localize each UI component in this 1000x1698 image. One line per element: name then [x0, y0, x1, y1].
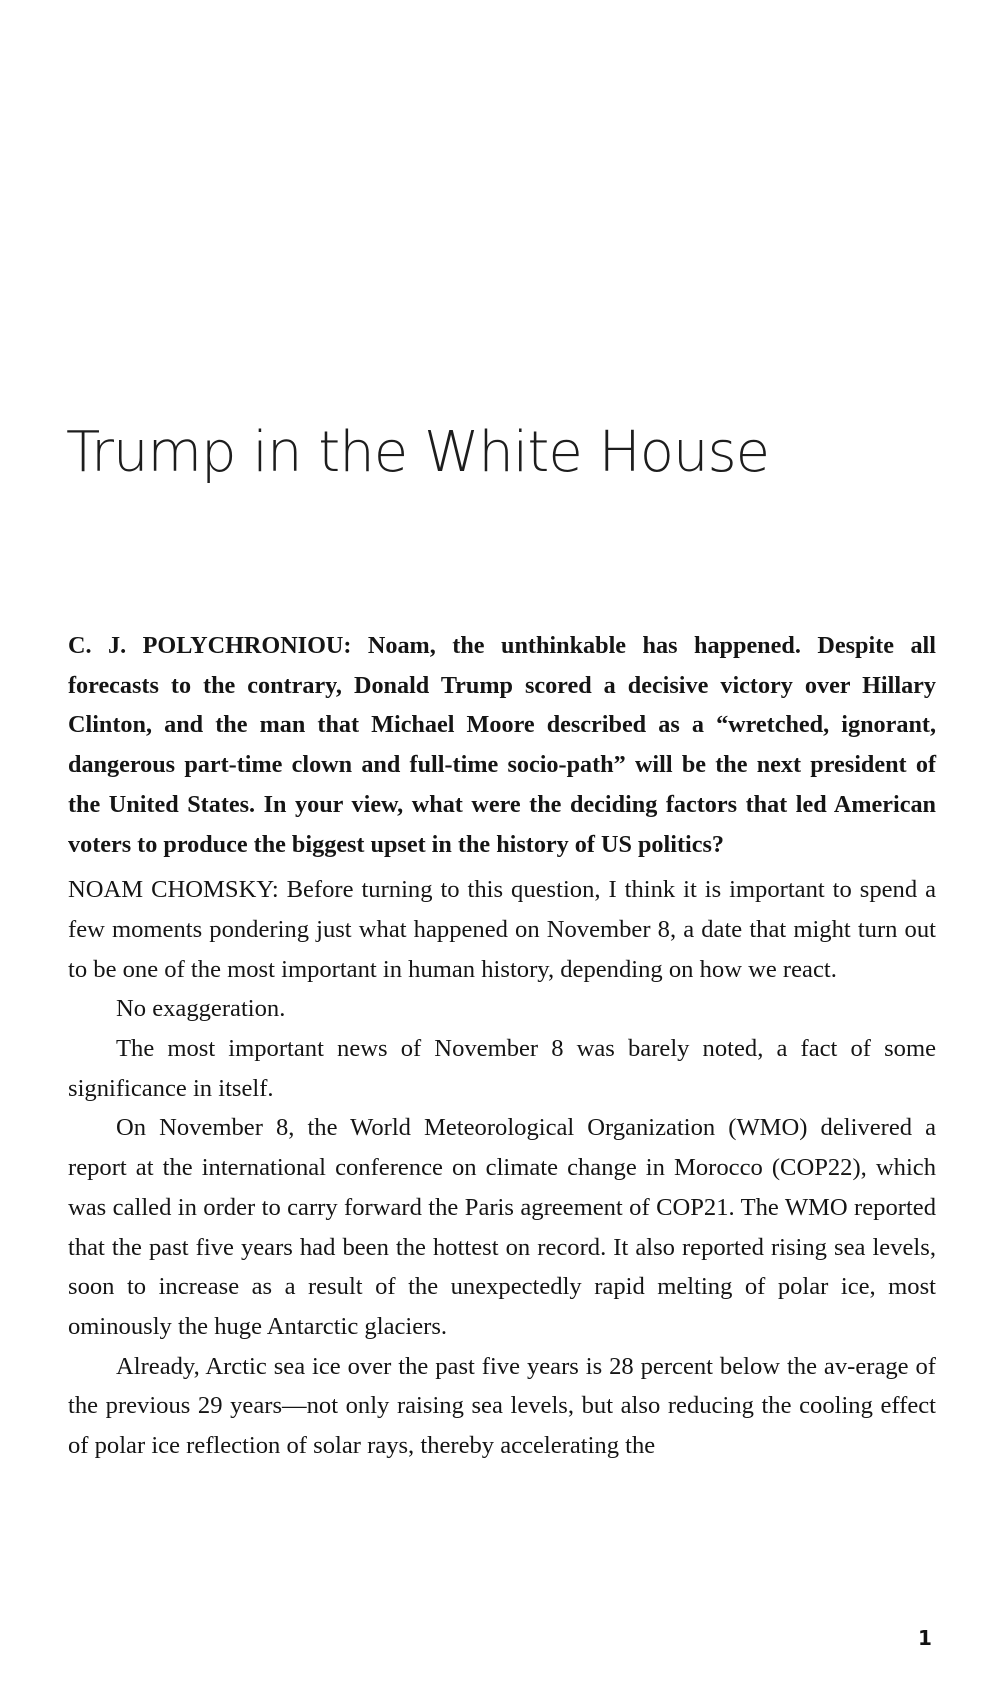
answer-paragraph: NOAM CHOMSKY: Before turning to this question, I think it is important to spend a few moments pondering just what happened on November 8, a date that might turn out to be one of the most important in human history, depending on how we react. — [68, 876, 936, 983]
page-number: 1 — [918, 1626, 932, 1650]
answer-paragraph: On November 8, the World Meteorological Organization (WMO) delivered a report at the international conference on climate change in Morocco (COP22), which was called in order to carry forward the Paris agreement of COP21. The WMO reported that the past five years had been the hottest on record. It also reported rising sea levels, soon to increase as a result of the unexpectedly rapid melting of polar ice, most ominously the huge Antarctic glaciers. — [68, 1114, 936, 1340]
answer-paragraph: The most important news of November 8 was barely noted, a fact of some significance in itself. — [68, 1035, 936, 1102]
answer-paragraph: Already, Arctic sea ice over the past five years is 28 percent below the av-erage of the previous 29 years—not only raising sea levels, but also reducing the cooling effect of polar ice reflection of solar rays, thereby accelerating the — [68, 1352, 936, 1460]
answer-paragraph: No exaggeration. — [116, 995, 286, 1023]
chapter-body — [68, 626, 936, 1466]
chapter-title: Trump in the White House — [66, 420, 770, 485]
interview-question: C. J. POLYCHRONIOU: Noam, the unthinkable has happened. Despite all forecasts to the contrary, Donald Trump scored a decisive victory over Hillary Clinton, and the man that Michael Moore described as a “wretched, ignorant, dangerous part-time clown and full-time socio-path” will be the next president of the United States. In your view, what were the deciding factors that led American voters to produce the biggest upset in the history of US politics? — [68, 632, 936, 858]
